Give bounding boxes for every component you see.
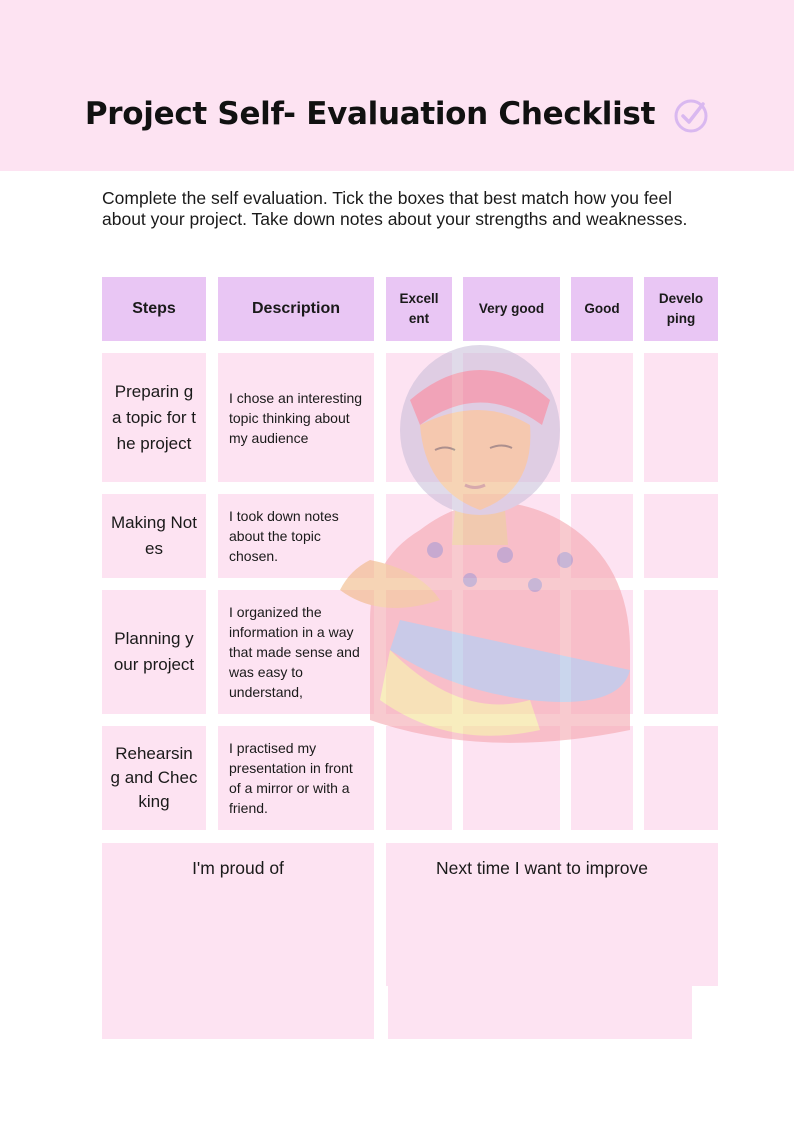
row-2-description: I took down notes about the topic chosen. [218, 494, 374, 578]
row-1-step: Preparin g a topic for the project [102, 353, 206, 482]
intro-text: Complete the self evaluation. Tick the boxes that best match how you feel about your project. Take down notes about your strengths and weaknesses. [102, 188, 688, 229]
header-excellent: Excell ent [386, 277, 452, 341]
row-2-developing-box[interactable] [644, 494, 718, 578]
header-good: Good [571, 277, 633, 341]
row-1-description: I chose an interesting topic thinking about my audience [218, 353, 374, 482]
row-4-description: I practised my presentation in front of a mirror or with a friend. [218, 726, 374, 830]
row-4-step: Rehearsin g and Checking [102, 726, 206, 830]
row-4-developing-box[interactable] [644, 726, 718, 830]
header-developing: Develo ping [644, 277, 718, 341]
improve-label: Next time I want to improve [435, 858, 649, 878]
check-circle-icon [673, 98, 709, 134]
row-3-developing-box[interactable] [644, 590, 718, 714]
row-1-developing-box[interactable] [644, 353, 718, 482]
row-2-step: Making Notes [102, 494, 206, 578]
proud-of-label: I'm proud of [192, 858, 284, 878]
header-band [0, 0, 794, 171]
header-very-good: Very good [463, 277, 560, 341]
page-title [0, 94, 794, 134]
page-title-text: Project Self- Evaluation Checklist [84, 96, 656, 132]
row-3-description: I organized the information in a way that made sense and was easy to understand, [218, 590, 374, 714]
header-description: Description [218, 277, 374, 341]
row-3-step: Planning your project [102, 590, 206, 714]
header-steps: Steps [102, 277, 206, 341]
improve-box-lower [388, 986, 692, 1039]
woman-illustration [330, 320, 640, 760]
